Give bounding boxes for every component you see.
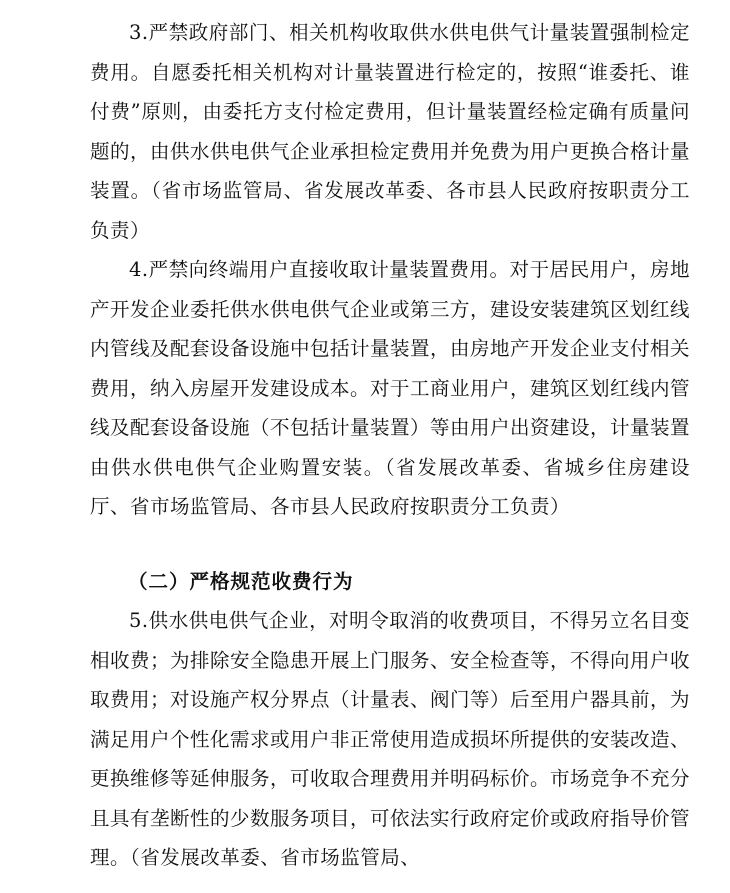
paragraph-item-4: 4.严禁向终端用户直接收取计量装置费用。对于居民用户，房地产开发企业委托供水供电供气企业或第三方，建设安装建筑区划红线内管线及配套设备设施中包括计量装置，由房地产开发企业支付相关费用，纳入房屋开发建设成本。对于工商业用户，建筑区划红线内管线及配套设备设施（不包括计量装置）等由用户出资建设，计量装置由供水供电供气企业购置安装。（省发展改革委、省城乡住房建设厅、省市场监管局、各市县人民政府按职责分工负责） — [90, 258, 691, 518]
section-heading: （二）严格规范收费行为 — [128, 570, 354, 593]
paragraph-item-3: 3.严禁政府部门、相关机构收取供水供电供气计量装置强制检定费用。自愿委托相关机构对计量装置进行检定的，按照“谁委托、谁付费”原则，由委托方支付检定费用，但计量装置经检定确有质量问题的，由供水供电供气企业承担检定费用并免费为用户更换合格计量装置。（省市场监管局、省发展改革委、各市县人民政府按职责分工负责） — [90, 21, 691, 242]
paragraph-item-5: 5.供水供电供气企业，对明令取消的收费项目，不得另立名目变相收费；为排除安全隐患开展上门服务、安全检查等，不得向用户收取费用；对设施产权分界点（计量表、阀门等）后至用户器具前，为满足用户个性化需求或用户非正常使用造成损坏所提供的安装改造、更换维修等延伸服务，可收取合理费用并明码标价。市场竞争不充分且具有垄断性的少数服务项目，可依法实行政府定价或政府指导价管理。（省发展改革委、省市场监管局、 — [90, 609, 691, 869]
